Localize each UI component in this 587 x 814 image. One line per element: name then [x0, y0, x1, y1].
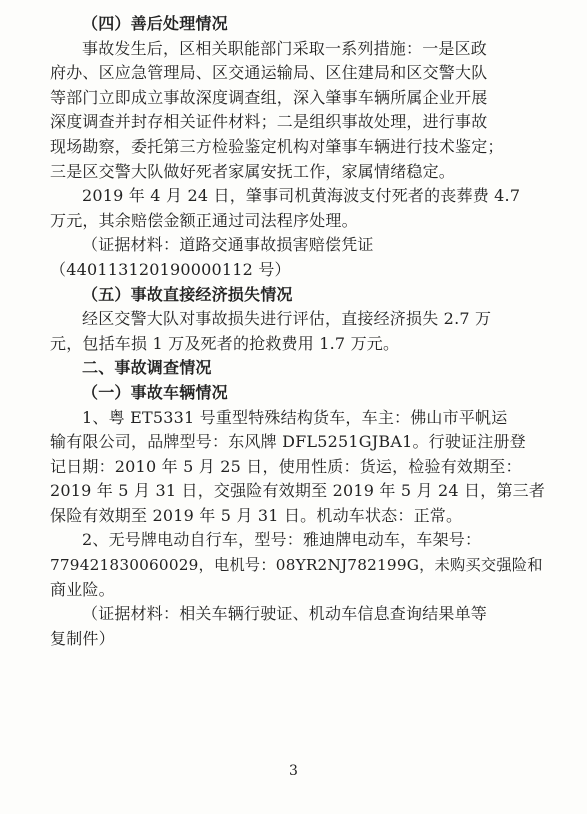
body-text-line: 输有限公司，品牌型号：东风牌 DFL5251GJBA1。行驶证注册登: [50, 432, 526, 452]
body-text-line: 2、无号牌电动自行车，型号：雅迪牌电动车，车架号：: [82, 530, 482, 550]
body-text-line: （证据材料：相关车辆行驶证、机动车信息查询结果单等: [82, 604, 488, 624]
body-text-line: 府办、区应急管理局、区交通运输局、区住建局和区交警大队: [50, 63, 488, 83]
body-text-line: 2019 年 5 月 31 日，交强险有效期至 2019 年 5 月 24 日，第三者: [50, 481, 546, 501]
document-body: [50, 12, 550, 651]
body-text-line: 事故发生后，区相关职能部门采取一系列措施：一是区政: [82, 38, 488, 58]
body-text-line: （440113120190000112 号）: [50, 259, 291, 279]
body-text-line: 保险有效期至 2019 年 5 月 31 日。机动车状态：正常。: [50, 505, 463, 525]
body-text-line: 三是区交警大队做好死者家属安抚工作，家属情绪稳定。: [50, 161, 456, 181]
body-text-line: 深度调查并封存相关证件材料；二是组织事故处理，进行事故: [50, 112, 488, 132]
body-text-line: 2019 年 4 月 24 日，肇事司机黄海波支付死者的丧葬费 4.7: [82, 186, 521, 206]
body-text-line: （证据材料：道路交通事故损害赔偿凭证: [82, 235, 374, 255]
body-text-line: 779421830060029，电机号：08YR2NJ782199G，未购买交强险和: [50, 556, 543, 575]
body-text-line: 现场勘察，委托第三方检验鉴定机构对肇事车辆进行技术鉴定；: [50, 136, 504, 156]
page-number: 3: [289, 763, 298, 779]
body-text-line: 复制件）: [50, 628, 115, 648]
section-heading: （一）事故车辆情况: [82, 382, 228, 402]
section-heading: （四）善后处理情况: [82, 14, 228, 33]
body-text-line: 元，包括车损 1 万及死者的抢救费用 1.7 万元。: [50, 333, 400, 353]
body-text-line: 1、粤 ET5331 号重型特殊结构货车，车主：佛山市平帆运: [82, 407, 508, 427]
body-text-line: 经区交警大队对事故损失进行评估，直接经济损失 2.7 万: [82, 309, 492, 329]
body-text-line: 万元，其余赔偿金额正通过司法程序处理。: [50, 210, 358, 230]
section-heading: 二、事故调查情况: [82, 358, 212, 378]
body-text-line: 等部门立即成立事故深度调查组，深入肇事车辆所属企业开展: [50, 87, 488, 107]
body-text-line: 商业险。: [50, 579, 115, 599]
body-text-line: 记日期：2010 年 5 月 25 日，使用性质：货运，检验有效期至：: [50, 456, 522, 476]
section-heading: （五）事故直接经济损失情况: [82, 284, 293, 304]
